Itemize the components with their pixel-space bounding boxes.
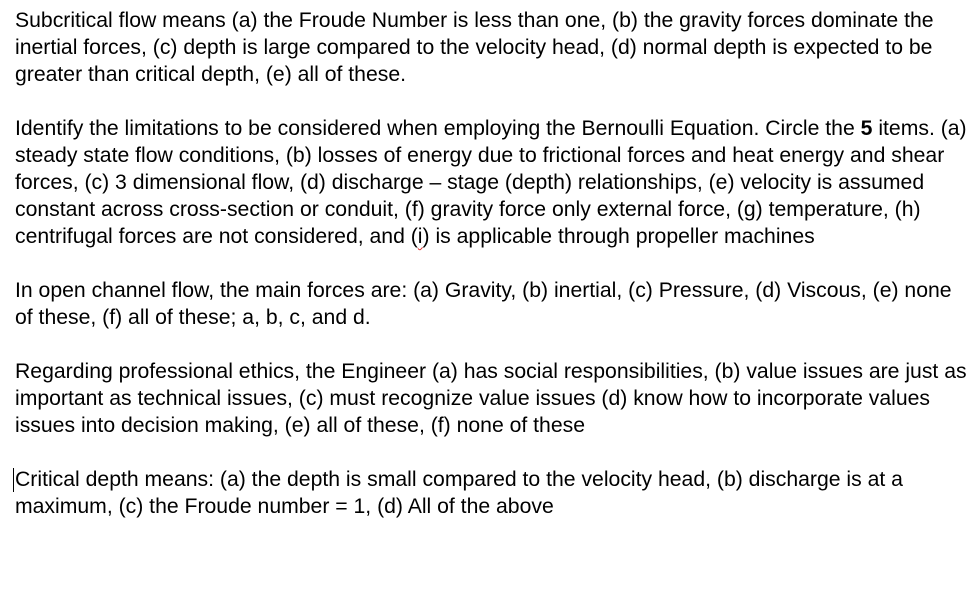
question-critical-depth-text: Critical depth means: (a) the depth is small compared to the velocity head, (b) discharge is at a maximum, (c) the Froude number = 1, (d) All of the above	[15, 468, 903, 518]
question-open-channel-text: In open channel flow, the main forces are: (a) Gravity, (b) inertial, (c) Pressure, (d) Viscous, (e) none of these, (f) all of these; a, b, c, and d.	[15, 279, 952, 329]
spellcheck-flagged-word[interactable]: i	[417, 225, 423, 248]
text-cursor	[13, 468, 14, 492]
question-bernoulli-bold-count: 5	[860, 117, 873, 140]
question-bernoulli-text-middle: items. (a) steady state flow conditions, (b) losses of energy due to frictional forces and heat energy and shear forces, (c) 3 dimensional flow, (d) discharge – stage (depth) relationships, (e) velocity is assumed constant across cross-section or conduit, (f) gravity force only external force, (g) temperature, (h) centrifugal forces are not considered, and (	[15, 117, 967, 248]
question-professional-ethics	[15, 358, 970, 439]
question-open-channel-forces	[15, 277, 970, 331]
question-subcritical-flow	[15, 7, 970, 88]
question-bernoulli-text-end: ) is applicable through propeller machines	[422, 225, 815, 248]
document-body[interactable]	[15, 7, 970, 520]
question-subcritical-flow-text: Subcritical flow means (a) the Froude Number is less than one, (b) the gravity forces dominate the inertial forces, (c) depth is large compared to the velocity head, (d) normal depth is expected to be greater than critical depth, (e) all of these.	[15, 9, 934, 86]
question-ethics-text: Regarding professional ethics, the Engineer (a) has social responsibilities, (b) value issues are just as important as technical issues, (c) must recognize value issues (d) know how to incorporate values issues into decision making, (e) all of these, (f) none of these	[15, 360, 967, 437]
question-bernoulli-text-start: Identify the limitations to be considered when employing the Bernoulli Equation. Circle the	[15, 117, 861, 140]
question-bernoulli-limitations	[15, 115, 970, 250]
question-critical-depth	[15, 466, 970, 520]
